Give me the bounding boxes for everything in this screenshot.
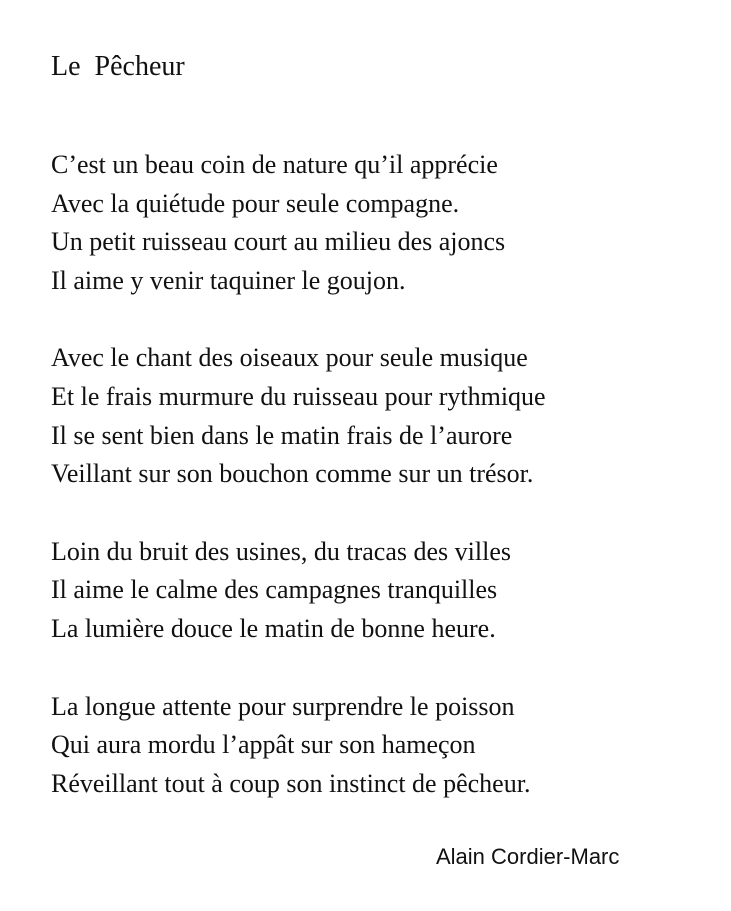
- verse-line: Avec le chant des oiseaux pour seule musique: [51, 343, 528, 373]
- stanza: [51, 533, 721, 649]
- verse-line: La lumière douce le matin de bonne heure.: [51, 613, 496, 643]
- stanza: [51, 688, 721, 804]
- author-signature: Alain Cordier-Marc: [436, 844, 620, 869]
- verse-line: Il aime y venir taquiner le goujon.: [51, 265, 406, 295]
- verse-line: La longue attente pour surprendre le poisson: [51, 691, 515, 721]
- verse-line: Et le frais murmure du ruisseau pour rythmique: [51, 381, 546, 411]
- verse-line: Un petit ruisseau court au milieu des ajoncs: [51, 227, 506, 257]
- verse-line: Il aime le calme des campagnes tranquilles: [51, 575, 498, 605]
- stanza: [51, 339, 721, 493]
- verse-line: C’est un beau coin de nature qu’il apprécie: [51, 150, 498, 179]
- verse-line: Loin du bruit des usines, du tracas des villes: [51, 536, 511, 566]
- verse-line: Veillant sur son bouchon comme sur un trésor.: [51, 459, 534, 489]
- poem-body: [51, 146, 721, 842]
- verse-line: Qui aura mordu l’appât sur son hameçon: [51, 730, 476, 760]
- verse-line: Avec la quiétude pour seule compagne.: [51, 188, 460, 218]
- verse-line: Il se sent bien dans le matin frais de l’aurore: [51, 420, 513, 450]
- verse-line: Réveillant tout à coup son instinct de pêcheur.: [51, 768, 531, 798]
- poem-title: Le Pêcheur: [51, 51, 185, 82]
- stanza: [51, 146, 721, 300]
